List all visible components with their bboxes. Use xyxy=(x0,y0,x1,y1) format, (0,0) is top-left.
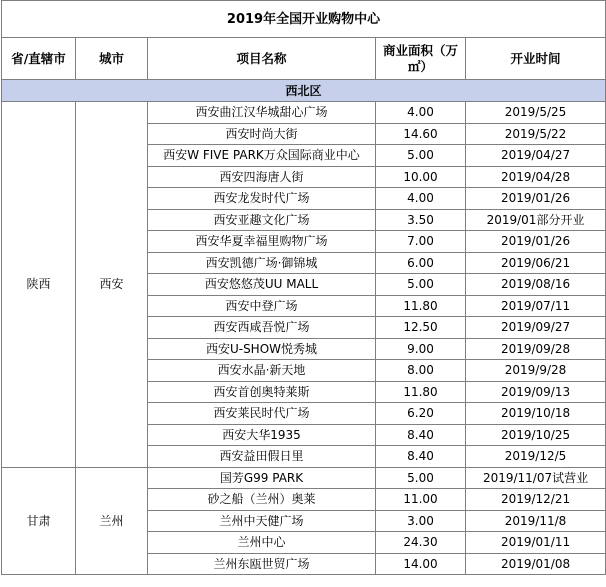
open-date-cell: 2019/5/22 xyxy=(466,123,606,145)
project-name-cell: 西安莱民时代广场 xyxy=(148,403,376,425)
open-date-cell: 2019/12/21 xyxy=(466,489,606,511)
project-name-cell: 西安华夏幸福里购物广场 xyxy=(148,231,376,253)
area-cell: 3.50 xyxy=(376,209,466,231)
area-cell: 5.00 xyxy=(376,145,466,167)
area-cell: 5.00 xyxy=(376,467,466,489)
header-open-date: 开业时间 xyxy=(466,38,606,80)
area-cell: 8.40 xyxy=(376,424,466,446)
project-name-cell: 兰州中心 xyxy=(148,532,376,554)
region-header: 西北区 xyxy=(2,80,606,102)
open-date-cell: 2019/04/27 xyxy=(466,145,606,167)
open-date-cell: 2019/09/13 xyxy=(466,381,606,403)
open-date-cell: 2019/01/11 xyxy=(466,532,606,554)
area-cell: 6.20 xyxy=(376,403,466,425)
project-name-cell: 西安四海唐人街 xyxy=(148,166,376,188)
area-cell: 4.00 xyxy=(376,102,466,124)
open-date-cell: 2019/5/25 xyxy=(466,102,606,124)
area-cell: 14.00 xyxy=(376,553,466,575)
open-date-cell: 2019/09/28 xyxy=(466,338,606,360)
project-name-cell: 西安凯德广场·御锦城 xyxy=(148,252,376,274)
open-date-cell: 2019/07/11 xyxy=(466,295,606,317)
area-cell: 11.80 xyxy=(376,381,466,403)
open-date-cell: 2019/04/28 xyxy=(466,166,606,188)
project-name-cell: 西安首创奥特莱斯 xyxy=(148,381,376,403)
table-title: 2019年全国开业购物中心 xyxy=(2,1,606,38)
area-cell: 24.30 xyxy=(376,532,466,554)
area-cell: 9.00 xyxy=(376,338,466,360)
area-cell: 4.00 xyxy=(376,188,466,210)
project-name-cell: 国芳G99 PARK xyxy=(148,467,376,489)
project-name-cell: 西安曲江汉华城甜心广场 xyxy=(148,102,376,124)
open-date-cell: 2019/06/21 xyxy=(466,252,606,274)
project-name-cell: 砂之船（兰州）奥莱 xyxy=(148,489,376,511)
project-name-cell: 西安水晶·新天地 xyxy=(148,360,376,382)
province-cell: 陕西 xyxy=(2,102,76,468)
header-project: 项目名称 xyxy=(148,38,376,80)
area-cell: 14.60 xyxy=(376,123,466,145)
city-cell: 西安 xyxy=(76,102,148,468)
project-name-cell: 西安悠悠茂UU MALL xyxy=(148,274,376,296)
project-name-cell: 西安W FIVE PARK万众国际商业中心 xyxy=(148,145,376,167)
area-cell: 5.00 xyxy=(376,274,466,296)
open-date-cell: 2019/12/5 xyxy=(466,446,606,468)
area-cell: 7.00 xyxy=(376,231,466,253)
area-cell: 3.00 xyxy=(376,510,466,532)
open-date-cell: 2019/11/8 xyxy=(466,510,606,532)
area-cell: 8.00 xyxy=(376,360,466,382)
header-city: 城市 xyxy=(76,38,148,80)
area-cell: 11.80 xyxy=(376,295,466,317)
header-area: 商业面积（万㎡） xyxy=(376,38,466,80)
open-date-cell: 2019/10/25 xyxy=(466,424,606,446)
project-name-cell: 西安U-SHOW悦秀城 xyxy=(148,338,376,360)
project-name-cell: 西安龙发时代广场 xyxy=(148,188,376,210)
project-name-cell: 西安益田假日里 xyxy=(148,446,376,468)
open-date-cell: 2019/09/27 xyxy=(466,317,606,339)
open-date-cell: 2019/08/16 xyxy=(466,274,606,296)
city-cell: 兰州 xyxy=(76,467,148,575)
area-cell: 6.00 xyxy=(376,252,466,274)
open-date-cell: 2019/01/26 xyxy=(466,231,606,253)
table-row xyxy=(2,467,606,489)
project-name-cell: 西安中登广场 xyxy=(148,295,376,317)
open-date-cell: 2019/9/28 xyxy=(466,360,606,382)
project-name-cell: 西安大华1935 xyxy=(148,424,376,446)
open-date-cell: 2019/01/08 xyxy=(466,553,606,575)
area-cell: 12.50 xyxy=(376,317,466,339)
open-date-cell: 2019/01部分开业 xyxy=(466,209,606,231)
project-name-cell: 西安亚趣文化广场 xyxy=(148,209,376,231)
table-row xyxy=(2,102,606,124)
project-name-cell: 兰州中天健广场 xyxy=(148,510,376,532)
open-date-cell: 2019/10/18 xyxy=(466,403,606,425)
area-cell: 8.40 xyxy=(376,446,466,468)
header-province: 省/直辖市 xyxy=(2,38,76,80)
project-name-cell: 西安时尚大街 xyxy=(148,123,376,145)
shopping-center-table xyxy=(1,0,606,575)
area-cell: 11.00 xyxy=(376,489,466,511)
table-body xyxy=(2,102,606,575)
open-date-cell: 2019/11/07试营业 xyxy=(466,467,606,489)
project-name-cell: 兰州东瓯世贸广场 xyxy=(148,553,376,575)
open-date-cell: 2019/01/26 xyxy=(466,188,606,210)
province-cell: 甘肃 xyxy=(2,467,76,575)
area-cell: 10.00 xyxy=(376,166,466,188)
project-name-cell: 西安西咸吾悦广场 xyxy=(148,317,376,339)
